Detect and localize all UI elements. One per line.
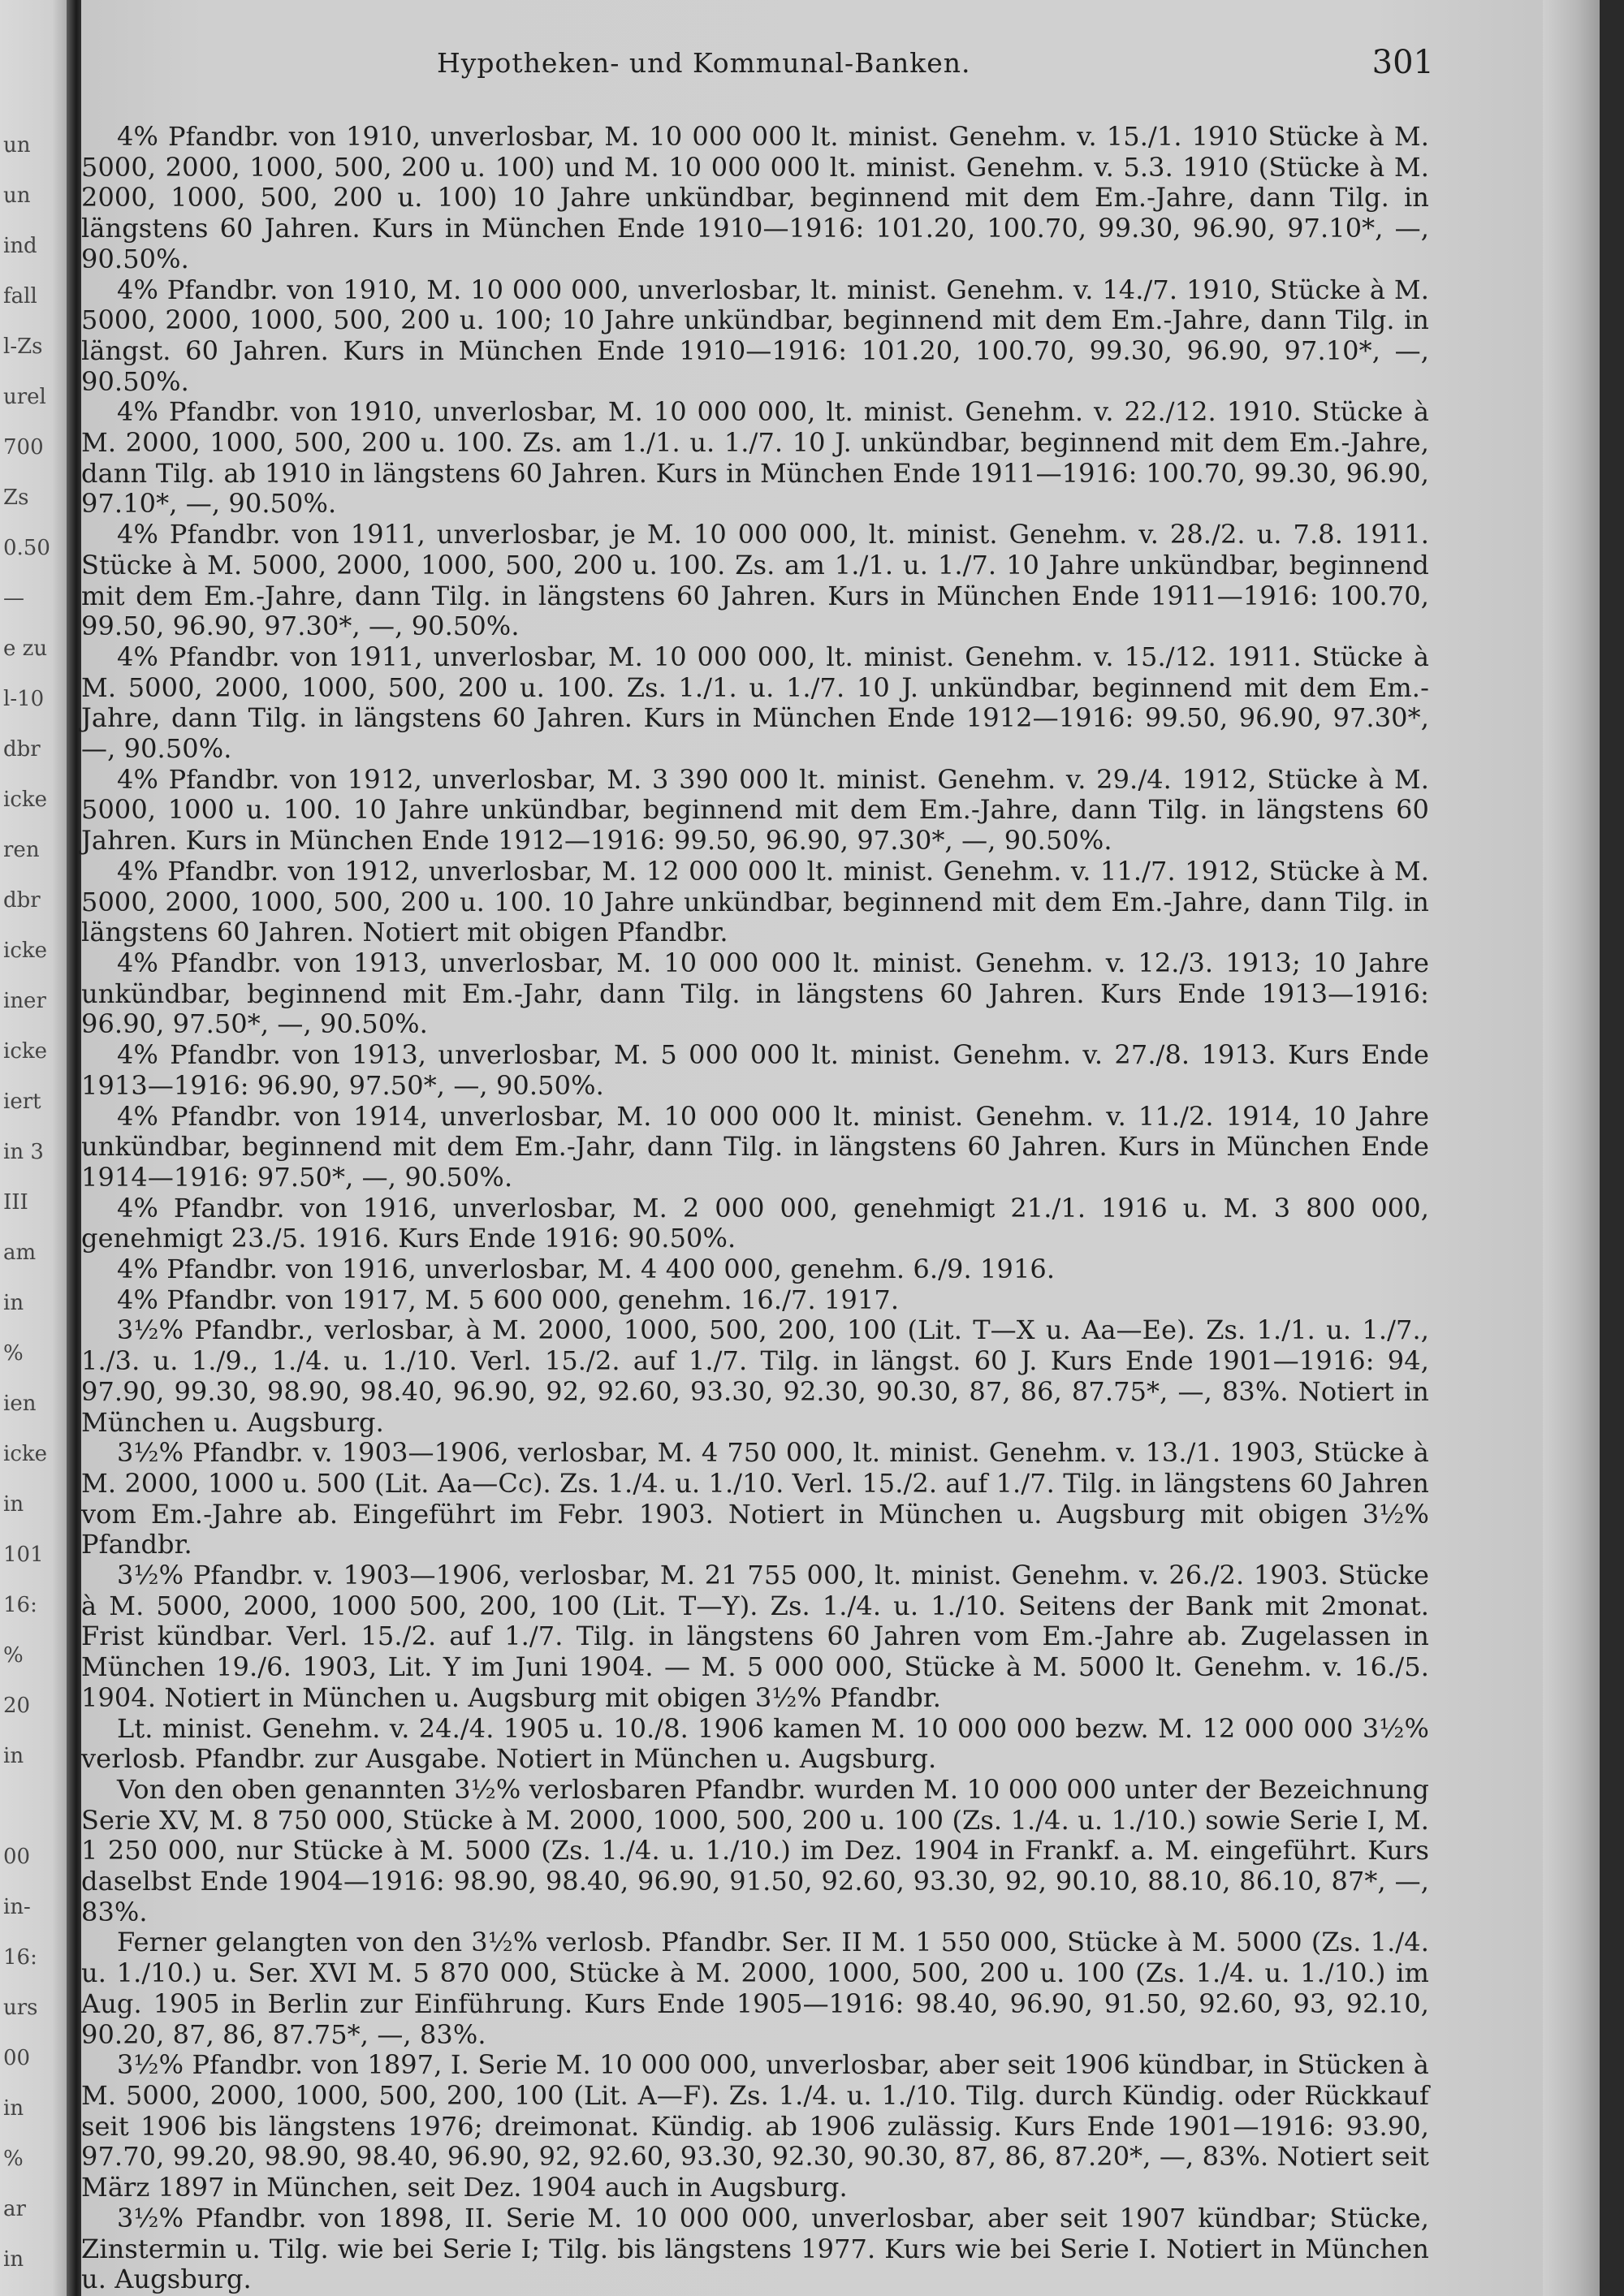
bond-entry: 4% Pfandbr. von 1912, unverlosbar, M. 12 000 000 lt. minist. Genehm. v. 11./7. 1912, Stücke à M. 5000, 2000, 1000, 500, 200 u. 100. 10 Jahre unkündbar, beginnend mit dem Em.-Jahre, dann Tilg. in längstens 60 Jahren. Notiert mit obigen Pfandbr. <box>81 855 1429 948</box>
bond-entry: 4% Pfandbr. von 1913, unverlosbar, M. 10 000 000 lt. minist. Genehm. v. 12./3. 1913; 10 Jahre unkündbar, beginnend mit Em.-Jahr, dann Tilg. in längstens 60 Jahren. Kurs Ende 1913—1916: 96.90, 97.50*, —, 90.50%. <box>81 947 1429 1040</box>
facing-page-fragment: 16: <box>3 1593 37 1617</box>
bond-entry: 4% Pfandbr. von 1910, unverlosbar, M. 10 000 000, lt. minist. Genehm. v. 22./12. 1910. Stücke à M. 2000, 1000, 500, 200 u. 100. Zs. am 1./1. u. 1./7. 10 J. unkündbar, beginnend mit dem Em.-Jahre, dann Tilg. ab 1910 in längstens 60 Jahren. Kurs in München Ende 1911—1916: 100.70, 99.30, 96.90, 97.10*, —, 90.50%. <box>81 396 1429 520</box>
facing-page-fragment: ind <box>3 234 37 258</box>
facing-page-fragment: l-10 <box>3 687 45 711</box>
facing-page-fragment: III <box>3 1190 28 1215</box>
facing-page-fragment: 00 <box>3 2046 31 2070</box>
bond-entry: 4% Pfandbr. von 1913, unverlosbar, M. 5 000 000 lt. minist. Genehm. v. 27./8. 1913. Kurs Ende 1913—1916: 96.90, 97.50*, —, 90.50%. <box>81 1039 1429 1101</box>
facing-page-fragment: in <box>3 2247 24 2272</box>
bond-entry: 4% Pfandbr. von 1916, unverlosbar, M. 2 000 000, genehmigt 21./1. 1916 u. M. 3 800 000, genehmigt 23./5. 1916. Kurs Ende 1916: 90.50%. <box>81 1192 1429 1254</box>
facing-page-fragment: Zs <box>3 486 29 510</box>
facing-page-fragment: 00 <box>3 1845 31 1869</box>
bond-entry: Ferner gelangten von den 3½% verlosb. Pfandbr. Ser. II M. 1 550 000, Stücke à M. 5000 (Zs. 1./4. u. 1./10.) u. Ser. XVI M. 5 870 000, Stücke à M. 2000, 1000, 500, 200 u. 100 (Zs. 1./4. u. 1./10.) im Aug. 1905 in Berlin zur Einführung. Kurs Ende 1905—1916: 98.40, 96.90, 91.50, 92.60, 93, 92.10, 90.20, 87, 86, 87.75*, —, 83%. <box>81 1927 1429 2050</box>
facing-page-fragment: 700 <box>3 435 44 460</box>
bond-entry: 4% Pfandbr. von 1911, unverlosbar, M. 10 000 000, lt. minist. Genehm. v. 15./12. 1911. Stücke à M. 5000, 2000, 1000, 500, 200 u. 100. Zs. 1./1. u. 1./7. 10 J. unkündbar, beginnend mit dem Em.-Jahre, dann Tilg. in längstens 60 Jahren. Kurs in München Ende 1912—1916: 99.50, 96.90, 97.30*, —, 90.50%. <box>81 641 1429 765</box>
facing-page-fragment: 20 <box>3 1694 31 1718</box>
bond-entry: 4% Pfandbr. von 1914, unverlosbar, M. 10 000 000 lt. minist. Genehm. v. 11./2. 1914, 10 Jahre unkündbar, beginnend mit dem Em.-Jahr, dann Tilg. in längstens 60 Jahren. Kurs in München Ende 1914—1916: 97.50*, —, 90.50%. <box>81 1100 1429 1193</box>
page-edge-shadow <box>1543 0 1600 2296</box>
bond-entry: 3½% Pfandbr. v. 1903—1906, verlosbar, M. 4 750 000, lt. minist. Genehm. v. 13./1. 1903, Stücke à M. 2000, 1000 u. 500 (Lit. Aa—Cc). Zs. 1./4. u. 1./10. Verl. 15./2. auf 1./7. Tilg. in längstens 60 Jahren vom Em.-Jahre ab. Eingeführt im Febr. 1903. Notiert in München u. Augsburg mit obigen 3½% Pfandbr. <box>81 1437 1429 1560</box>
facing-page-fragment: icke <box>3 788 48 812</box>
facing-page-fragment: e zu <box>3 637 48 661</box>
facing-page-fragment: — <box>3 586 24 611</box>
bond-entry: 4% Pfandbr. von 1916, unverlosbar, M. 4 400 000, genehm. 6./9. 1916. <box>117 1254 1056 1285</box>
facing-page-fragment: fall <box>3 284 37 309</box>
facing-page-fragment: in <box>3 1492 24 1517</box>
facing-page-fragment: ar <box>3 2197 26 2221</box>
facing-page-fragment: urs <box>3 1996 38 2020</box>
bond-entry: 3½% Pfandbr. von 1897, I. Serie M. 10 000 000, unverlosbar, aber seit 1906 kündbar, in Stücken à M. 5000, 2000, 1000, 500, 200, 100 (Lit. A—F). Zs. 1./4. u. 1./10. Tilg. durch Kündig. oder Rückkauf seit 1906 bis längstens 1976; dreimonat. Kündig. ab 1906 zulässig. Kurs Ende 1901—1916: 93.90, 97.70, 99.20, 98.90, 98.40, 96.90, 92, 92.60, 93.30, 92.30, 90.30, 87, 86, 87.20*, —, 83%. Notiert seit März 1897 in München, seit Dez. 1904 auch in Augsburg. <box>81 2049 1429 2203</box>
facing-page-fragment: dbr <box>3 737 41 762</box>
facing-page-fragment: iert <box>3 1090 41 1114</box>
bond-entry: 3½% Pfandbr., verlosbar, à M. 2000, 1000, 500, 200, 100 (Lit. T—X u. Aa—Ee). Zs. 1./1. u. 1./7., 1./3. u. 1./9., 1./4. u. 1./10. Verl. 15./2. auf 1./7. Tilg. in längst. 60 J. Kurs Ende 1901—1916: 94, 97.90, 99.30, 98.90, 98.40, 96.90, 92, 92.60, 93.30, 92.30, 90.30, 87, 86, 87.75*, —, 83%. Notiert in München u. Augsburg. <box>81 1314 1429 1438</box>
facing-page-fragment: am <box>3 1241 37 1265</box>
facing-page-fragment: icke <box>3 1442 48 1466</box>
bond-entry: 4% Pfandbr. von 1910, unverlosbar, M. 10 000 000 lt. minist. Genehm. v. 15./1. 1910 Stücke à M. 5000, 2000, 1000, 500, 200 u. 100) und M. 10 000 000 lt. minist. Genehm. v. 5.3. 1910 (Stücke à M. 2000, 1000, 500, 200 u. 100) 10 Jahre unkündbar, beginnend mit dem Em.-Jahre, dann Tilg. in längstens 60 Jahren. Kurs in München Ende 1910—1916: 101.20, 100.70, 99.30, 96.90, 97.10*, —, 90.50%. <box>81 121 1429 274</box>
facing-page-fragment: in 3 <box>3 1140 44 1164</box>
bond-entry: 3½% Pfandbr. von 1898, II. Serie M. 10 000 000, unverlosbar, aber seit 1907 kündbar; Stücke, Zinstermin u. Tilg. wie bei Serie I; Tilg. bis längstens 1977. Kurs wie bei Serie I. Notiert in München u. Augsburg. <box>81 2202 1429 2295</box>
facing-page-fragment: iner <box>3 989 46 1013</box>
page-number: 301 <box>1371 44 1434 81</box>
facing-page-fragment: 0.50 <box>3 536 50 560</box>
facing-page-fragment: un <box>3 183 31 208</box>
facing-page-fragment: ren <box>3 838 40 862</box>
facing-page-fragment: urel <box>3 385 46 409</box>
bond-entry: 4% Pfandbr. von 1912, unverlosbar, M. 3 390 000 lt. minist. Genehm. v. 29./4. 1912, Stücke à M. 5000, 1000 u. 100. 10 Jahre unkündbar, beginnend mit dem Em.-Jahre, dann Tilg. in längstens 60 Jahren. Kurs in München Ende 1912—1916: 99.50, 96.90, 97.30*, —, 90.50%. <box>81 763 1429 857</box>
facing-page-fragment: 16: <box>3 1945 37 1970</box>
bond-entry: 3½% Pfandbr. v. 1903—1906, verlosbar, M. 21 755 000, lt. minist. Genehm. v. 26./2. 1903. Stücke à M. 5000, 2000, 1000 500, 200, 100 (Lit. T—Y). Zs. 1./4. u. 1./10. Seitens der Bank mit 2monat. Frist kündbar. Verl. 15./2. auf 1./7. Tilg. in längstens 60 Jahren vom Em.-Jahre ab. Zugelassen in München 19./6. 1903, Lit. Y im Juni 1904. — M. 5 000 000, Stücke à M. 5000 lt. Genehm. v. 16./5. 1904. Notiert in München u. Augsburg mit obigen 3½% Pfandbr. <box>81 1560 1429 1713</box>
running-header <box>81 44 1434 96</box>
facing-page-fragment: in <box>3 2096 24 2121</box>
facing-page-fragment: in <box>3 1291 24 1315</box>
facing-page-fragment: in <box>3 1744 24 1768</box>
bond-entry: 4% Pfandbr. von 1911, unverlosbar, je M. 10 000 000, lt. minist. Genehm. v. 28./2. u. 7.8. 1911. Stücke à M. 5000, 2000, 1000, 500, 200 u. 100. Zs. am 1./1. u. 1./7. 10 Jahre unkündbar, beginnend mit dem Em.-Jahre, dann Tilg. in längstens 60 Jahren. Kurs in München Ende 1911—1916: 100.70, 99.50, 96.90, 97.30*, —, 90.50%. <box>81 519 1429 642</box>
running-title: Hypotheken- und Kommunal-Banken. <box>437 47 971 79</box>
facing-page-edge <box>0 0 75 2296</box>
facing-page-fragment: 101 <box>3 1543 44 1567</box>
bond-listing-text <box>81 122 1429 2295</box>
bond-entry: 4% Pfandbr. von 1917, M. 5 600 000, genehm. 16./7. 1917. <box>117 1284 900 1315</box>
bond-entry: Von den oben genannten 3½% verlosbaren Pfandbr. wurden M. 10 000 000 unter der Bezeichnung Serie XV, M. 8 750 000, Stücke à M. 2000, 1000, 500, 200 u. 100 (Zs. 1./4. u. 1./10.) sowie Serie I, M. 1 250 000, nur Stücke à M. 5000 (Zs. 1./4. u. 1./10.) im Dez. 1904 in Frankf. a. M. eingeführt. Kurs daselbst Ende 1904—1916: 98.90, 98.40, 96.90, 91.50, 92.60, 93.30, 92, 90.10, 88.10, 86.10, 87*, —, 83%. <box>81 1773 1429 1927</box>
book-binding-gutter <box>67 0 83 2296</box>
facing-page-fragment: ien <box>3 1392 37 1416</box>
facing-page-fragment: in- <box>3 1895 31 1919</box>
facing-page-fragment: % <box>3 2147 24 2171</box>
bond-entry: 4% Pfandbr. von 1910, M. 10 000 000, unverlosbar, lt. minist. Genehm. v. 14./7. 1910, Stücke à M. 5000, 2000, 1000, 500, 200 u. 100; 10 Jahre unkündbar, beginnend mit dem Em.-Jahre, dann Tilg. in längst. 60 Jahren. Kurs in München Ende 1910—1916: 101.20, 100.70, 99.30, 96.90, 97.10*, —, 90.50%. <box>81 274 1429 397</box>
facing-page-fragment: icke <box>3 939 48 963</box>
facing-page-fragment: l-Zs <box>3 334 43 359</box>
facing-page-fragment: icke <box>3 1039 48 1064</box>
bond-entry: Lt. minist. Genehm. v. 24./4. 1905 u. 10./8. 1906 kamen M. 10 000 000 bezw. M. 12 000 000 3½% verlosb. Pfandbr. zur Ausgabe. Notiert in München u. Augsburg. <box>81 1712 1429 1775</box>
facing-page-fragment: dbr <box>3 888 41 913</box>
facing-page-fragment: % <box>3 1643 24 1668</box>
facing-page-fragment: % <box>3 1341 24 1366</box>
facing-page-fragment: un <box>3 133 31 158</box>
